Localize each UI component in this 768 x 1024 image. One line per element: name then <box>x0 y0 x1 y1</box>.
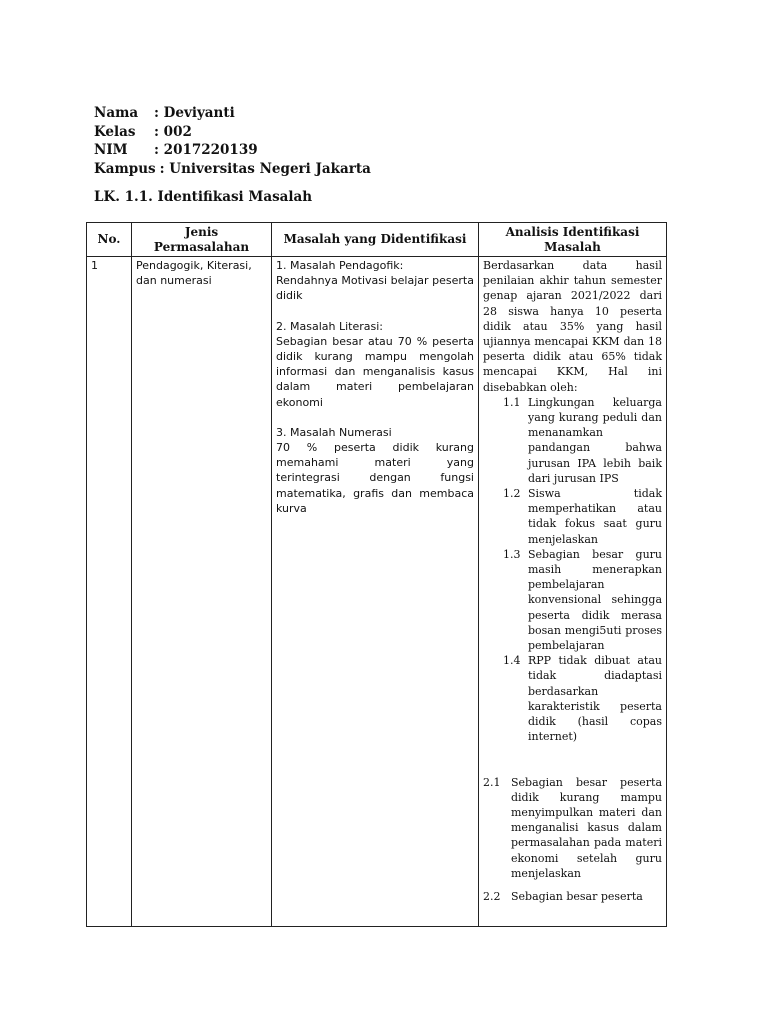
kelas-label: Kelas <box>94 123 136 140</box>
nim-row <box>94 141 371 160</box>
cell-no: 1 <box>87 257 132 927</box>
kampus-label: Kampus <box>94 160 156 177</box>
analisis-intro: Berdasarkan data hasil penilaian akhir tahun semester genap ajaran 2021/2022 dari 28 siswa hanya 10 peserta didik atau 35% yang hasil ujiannya mencapai KKM dan 18 peserta didik atau 65% tidak mencapai KKM, Hal ini disebabkan oleh: <box>483 259 662 394</box>
nim-label: NIM <box>94 142 128 158</box>
list-item: 1.2 Siswa tidak memperhatikan atau tidak fokus saat guru menjelaskan <box>503 487 662 546</box>
cell-masalah <box>272 257 479 927</box>
table-header-row <box>87 223 667 257</box>
identifikasi-table <box>86 222 667 927</box>
cell-jenis: Pendagogik, Kiterasi, dan numerasi <box>132 257 272 927</box>
pedagogik-text: Rendahnya Motivasi belajar peserta didik <box>276 274 474 303</box>
cell-analisis <box>479 257 667 927</box>
kelas-value: : 002 <box>154 123 192 140</box>
list-item: 1.1 Lingkungan keluarga yang kurang peduli dan menanamkan pandangan bahwa jurusan IPA lebih baik dari jurusan IPS <box>503 395 662 485</box>
worksheet-title: LK. 1.1. Identifikasi Masalah <box>94 189 313 205</box>
col-header-jenis: Jenis Permasalahan <box>132 223 272 257</box>
numerasi-title: 3. Masalah Numerasi <box>276 425 392 439</box>
kelas-row <box>94 123 371 142</box>
col-header-masalah: Masalah yang Didentifikasi <box>272 223 479 257</box>
literasi-text: Sebagian besar atau 70 % peserta didik kurang mampu mengolah informasi dan menganalisis kasus dalam materi pembelajaran ekonomi <box>276 334 474 409</box>
col-header-analisis: Analisis Identifikasi Masalah <box>479 223 667 257</box>
list-item: 2.1 Sebagian besar peserta didik kurang mampu menyimpulkan materi dan menganalisi kasus dalam permasalahan pada materi ekonomi setelah guru menjelaskan <box>483 775 662 880</box>
list-item: 1.3 Sebagian besar guru masih menerapkan pembelajaran konvensional sehingga peserta didik merasa bosan mengi5uti proses pembelajaran <box>503 547 662 653</box>
nama-row <box>94 104 371 123</box>
nama-label: Nama <box>94 105 139 121</box>
table-row <box>87 257 667 927</box>
pedagogik-title: 1. Masalah Pendagofik: <box>276 259 404 272</box>
list-item: 1.4 RPP tidak dibuat atau tidak diadaptasi berdasarkan karakteristik peserta didik (hasil copas internet) <box>503 654 662 744</box>
col-header-no: No. <box>87 223 132 257</box>
literasi-title: 2. Masalah Literasi: <box>276 319 383 333</box>
numerasi-text: 70 % peserta didik kurang memahami materi yang terintegrasi dengan fungsi matematika, grafis dan membaca kurva <box>276 441 474 515</box>
list-item: 2.2 Sebagian besar peserta <box>483 889 643 903</box>
nama-value: : Deviyanti <box>154 105 235 121</box>
kampus-value: : Universitas Negeri Jakarta <box>159 160 371 177</box>
kampus-row <box>94 160 371 179</box>
nim-value: : 2017220139 <box>154 142 258 158</box>
identity-header <box>94 104 371 178</box>
